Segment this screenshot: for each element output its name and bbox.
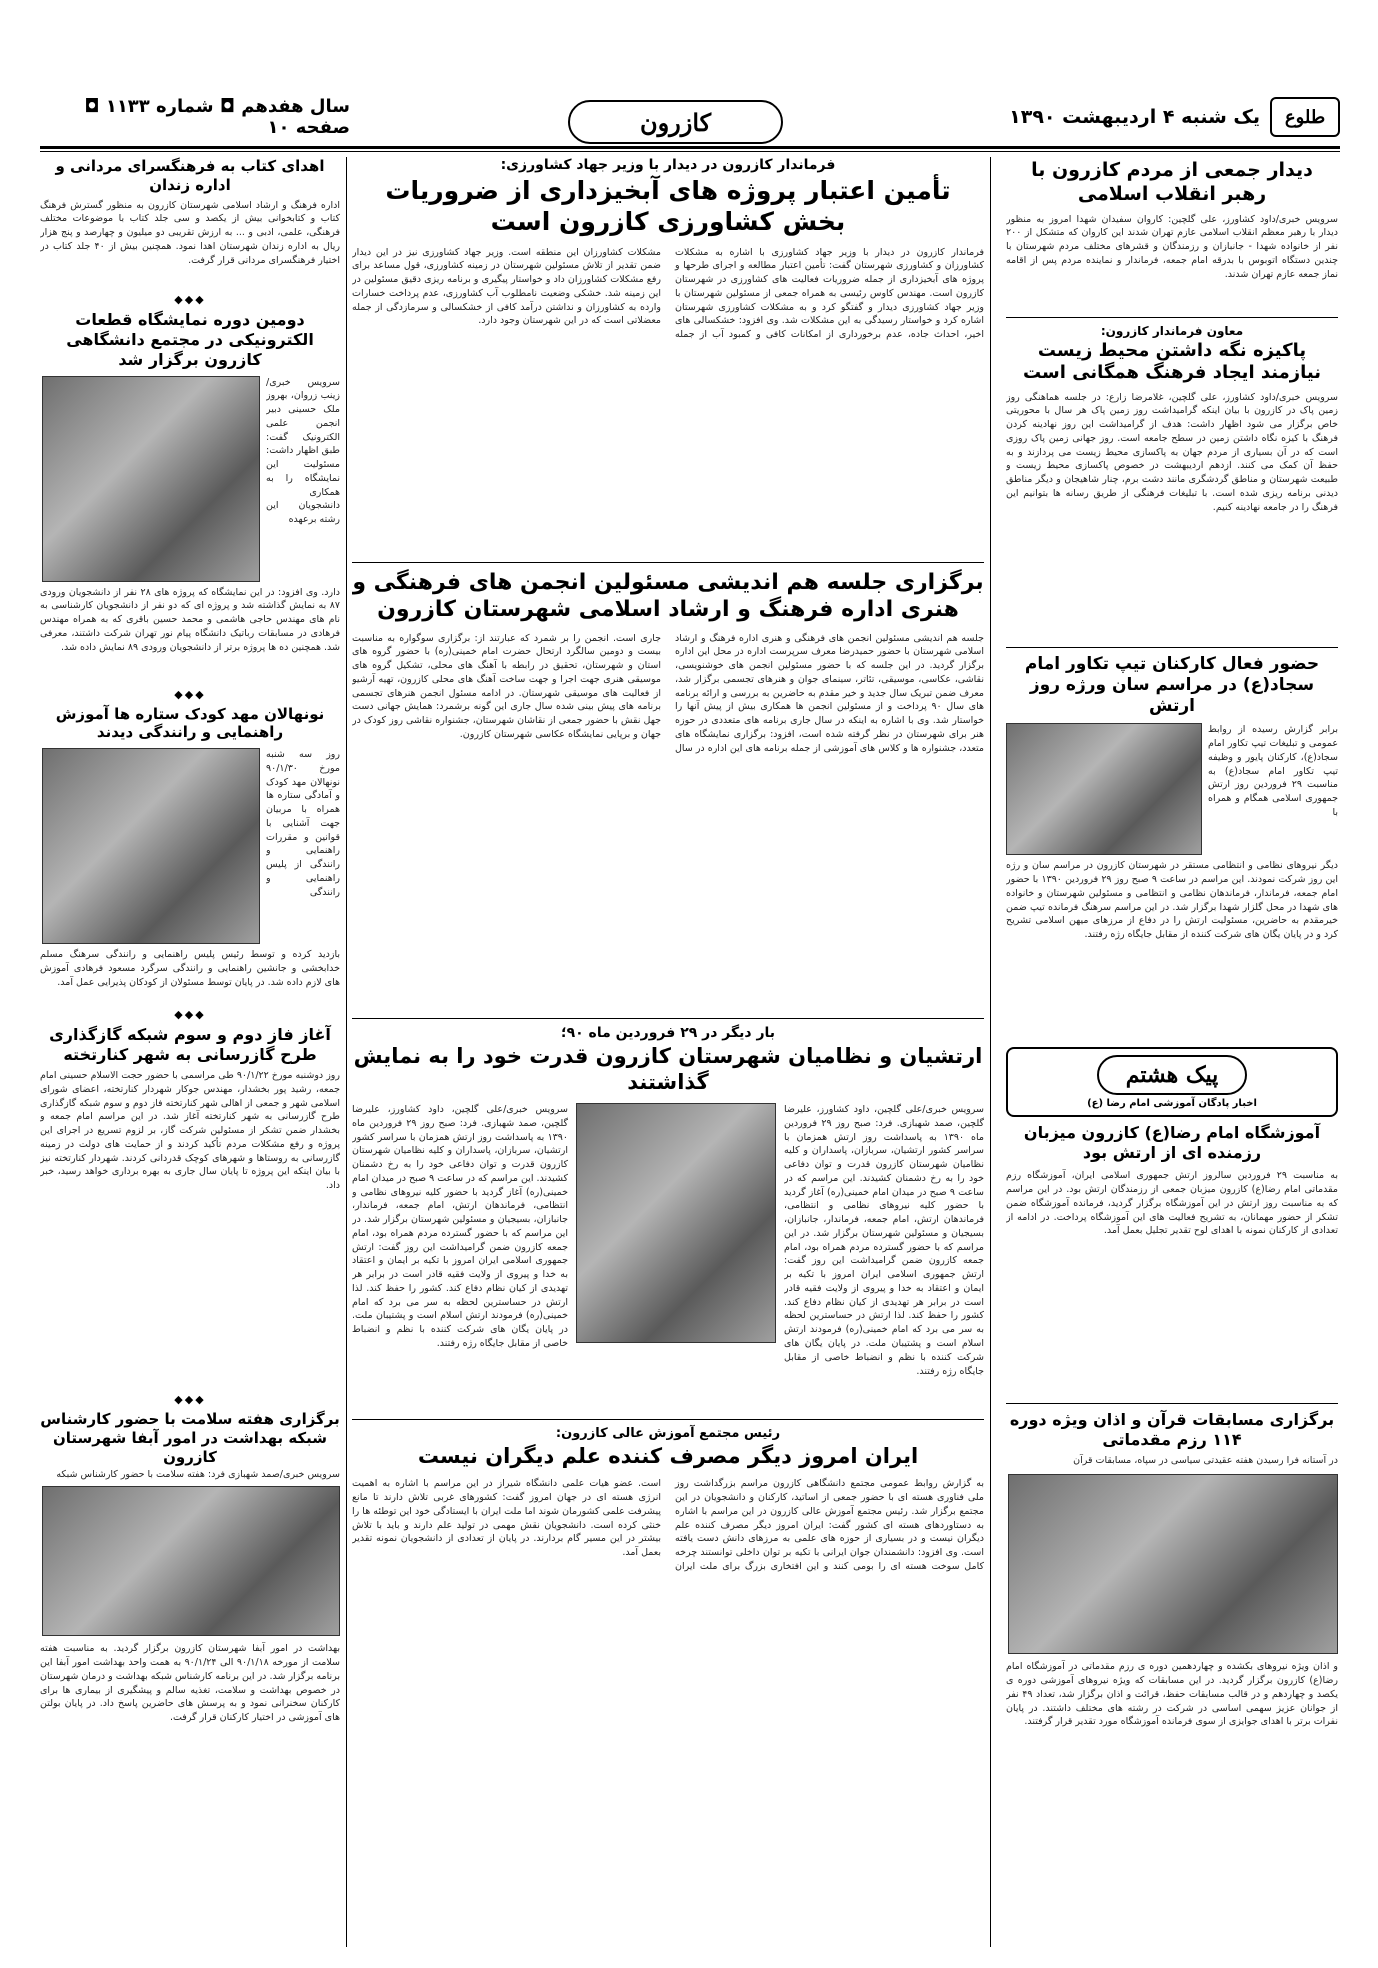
pik-hashtom-title: پیک هشتم	[1097, 1055, 1247, 1095]
article-body: به مناسبت ۲۹ فروردین سالروز ارتش جمهوری اسلامی ایران، آموزشگاه رزم مقدماتی امام رضا(ع) کازرون میزبان جمعی از رزمندگان ارتش بود. در این مراسم که به مناسبت روز ارتش در این آموزشگاه برگزار گردید، فرمانده آموزشگاه ضمن تشکر از حضور مهمانان، به تشریح فعالیت های این آموزشگاه پرداخت. در ادامه از تعدادی از کارکنان نمونه با اهدای لوح تقدیر تجلیل بعمل آمد.	[1006, 1170, 1338, 1237]
right-column	[1006, 157, 1338, 1968]
article-body: به گزارش روابط عمومی مجتمع دانشگاهی کازرون مراسم بزرگداشت روز ملی فناوری هسته ای با حضور جمعی از اساتید، کارکنان و دانشجویان در این مجتمع برگزار شد. رئیس مجتمع آموزش عالی کازرون در این مراسم با اشاره به دستاوردهای هسته ای کشور گفت: ایران امروز دیگر مصرف کننده علم دیگران نیست و در بسیاری از حوزه های علمی به مرزهای دانش دست یافته است. وی افزود: دانشمندان جوان ایرانی با تکیه بر توان داخلی توانستند چرخه کامل سوخت هسته ای را بومی کنند و این افتخاری بزرگ برای ملت ایران است. عضو هیات علمی دانشگاه شیراز در این مراسم با اشاره به اهمیت انرژی هسته ای در جهان امروز گفت: کشورهای غربی تلاش دارند تا مانع پیشرفت علمی کشورمان شوند اما ملت ایران با ایستادگی خود این توطئه ها را خنثی کرده است. دانشجویان نقش مهمی در تولید علم دارند و باید با تلاش بیشتر در این مسیر گام بردارند. در پایان از تعدادی از دانشجویان نمونه تقدیر بعمل آمد.	[352, 1478, 984, 1572]
article-kicker: بار دیگر در ۲۹ فروردین ماه ۹۰؛	[560, 1024, 776, 1041]
quran-competition-photo	[1008, 1474, 1338, 1654]
military-parade-photo	[576, 1103, 776, 1343]
column-divider-right	[990, 157, 991, 1947]
article-title: نونهالان مهد کودک ستاره ها آموزش راهنمایی و رانندگی دیدند	[55, 704, 325, 742]
article-body: سرویس خبری/زینب زروان، بهروز ملک حسینی دبیر انجمن علمی الکترونیک گفت: طبق اظهار داشت: مسئولیت این نمایشگاه را به همکاری دانشجویان این رشته برعهده	[266, 376, 340, 526]
article-media-row	[1006, 723, 1338, 855]
column-divider-left	[346, 157, 347, 1947]
left-column	[40, 157, 340, 1967]
article-body: فرماندار کازرون در دیدار با وزیر جهاد کشاورزی با اشاره به مشکلات کشاورزان و کشاورزی شهرستان گفت: تأمین اعتبار مطالعه و اجرای طرحها و پروژه های آبخیزداری از جمله ضروریات فعالیت های کشاورزی در شهرستان کازرون است. مهندس کاوس رئیسی به همراه جمعی از مسئولین شهرستان با وزیر جهاد کشاورزی دیدار و گفتگو کرد و به مشکلات کشاورزی شهرستان اشاره کرد و خواستار رسیدگی به این مشکلات شد. وی افزود: خشکسالی های اخیر، احداث جاده، عدم برخورداری از امکانات کافی و کمبود آب از جمله مشکلات کشاورزان این منطقه است. وزیر جهاد کشاورزی نیز در این دیدار ضمن تقدیر از تلاش مسئولین شهرستان در زمینه کشاورزی، قول مساعد برای رفع مشکلات کشاورزان داد و خواستار پیگیری و برنامه ریزی دقیق مسئولین در این زمینه شد. خشکی وضعیت نامطلوب آب کشاورزی، عدم پرداخت خسارات وارده به کشاورزان و نداشتن درآمد کافی از خشکسالی و سرمازدگی از جمله معضلاتی است که در این شهرستان وجود دارد.	[352, 246, 984, 341]
middle-column	[352, 157, 984, 1967]
article-title: اهدای کتاب به فرهنگسرای مردانی و اداره زندان	[55, 157, 325, 194]
article-body: سرویس خبری/علی گلچین، داود کشاورز، علیرضا گلچین، صمد شهبازی. فرد: صبح روز ۲۹ فروردین ماه ۱۳۹۰ به پاسداشت روز ارتش همزمان با سراسر کشور ارتشیان، سربازان، پاسداران و کلیه نظامیان شهرستان کازرون قدرت و توان دفاعی خود را به رخ دشمنان کشیدند. این مراسم که در ساعت ۹ صبح در میدان امام خمینی(ره) آغاز گردید با حضور کلیه نیروهای نظامی و انتظامی، فرماندهان ارتش، امام جمعه، فرماندار، جانبازان، بسیجیان و مسئولین شهرستان برگزار شد. در این مراسم که با حضور گسترده مردم همراه بود، امام جمعه کازرون ضمن گرامیداشت این روز گفت: ارتش جمهوری اسلامی ایران امروز با تکیه بر ایمان و اعتقاد به خدا و پیروی از ولایت فقیه قادر است در برابر هر تهدیدی از کیان نظام دفاع کند. کشور را حفظ کند. لذا ارتش در حساسترین لحظه به سر می برد که امام خمینی(ره) فرمودند ارتش اسلام است و پشتیبان ملت. در پایان یگان های شرکت کننده با نظم و انضباط خاصی از مقابل جایگاه رژه رفتند.	[784, 1104, 984, 1377]
header-rule-thin	[40, 151, 1340, 152]
separator: ◆◆◆	[174, 1393, 206, 1406]
article-body: سرویس خبری/داود کشاورز، علی گلچین، غلامرضا زارع: در جلسه هماهنگی روز زمین پاک در کازرون با بیان اینکه گرامیداشت روز زمین پاک هر سال با محوریتی خاص برگزار می شود اظهار داشت: هدف از گرامیداشت این روز نهادینه کردن فرهنگ با کیزه نگاه داشتن زمین در سطح جامعه است. روز جهانی زمین پاک روزی است که در آن بسیاری از مردم جهان به پاکسازی محیط زیست می پردازند و به حفظ آن کمک می کنند. ازدهم اردیبهشت در خصوص پاکسازی محیط زیست و طبیعت شهرستان و مناطق گردشگری مانند دشت برم، چنار شاهیجان و دیگر مناطق دیدنی برنامه ریزی شده است. با تبلیغات فرهنگی از طریق رسانه ها بتوانیم این فرهنگ را در جامعه نهادینه کنیم.	[1006, 391, 1338, 513]
article-body: جلسه هم اندیشی مسئولین انجمن های فرهنگی و هنری اداره فرهنگ و ارشاد اسلامی شهرستان با حضور حمیدرضا معرف سرپرست اداره در محل این اداره برگزار گردید. در این جلسه که با حضور مسئولین انجمن های خوشنویسی، نقاشی، عکاسی، موسیقی، تئاتر، سینمای جوان و هنرهای تجسمی برگزار شد، معرف ضمن تبریک سال جدید و خیر مقدم به حاضرین به بررسی و ارائه برنامه های سال ۹۰ پرداخت و از مسئولین انجمن ها همکاری بیش از پیش آنها را خواستار شد. وی با اشاره به اینکه در سال جاری برنامه های متعددی در حوزه هنر برای شهرستان در نظر گرفته شده است، افزود: برگزاری نمایشگاه های متعدد، جشنواره ها و کلاس های آموزشی از جمله برنامه های این اداره در سال جاری است. انجمن را بر شمرد که عبارتند از: برگزاری سوگواره به مناسبت بیست و دومین سالگرد ارتحال حضرت امام خمینی(ره) با حضور گروه های استان و شهرستان، تحقیق در رابطه با آهنگ های محلی، تشکیل گروه های موسیقی هنری جهت اجرا و جهت ساخت آهنگ های محلی کازرون، تهیه آرشیو از فعالیت های موسیقی شهرستان. در ادامه مسئول انجمن هنرهای تجسمی برنامه های پیش بینی شده سال جاری این گونه برشمرد: همایش جهانی دست جهل نقش با حضور جمعی از نقاشان شهرستان، جشنواره نقاشی روز کودک در جهان و برپایی نمایشگاه عکاسی شهرستان کازرون.	[352, 632, 984, 754]
article-media-row	[40, 748, 340, 944]
army-parade-photo	[1006, 723, 1202, 855]
article-title: آغاز فاز دوم و سوم شبکه گازگذاری طرح گازرسانی به شهر کنارتخته	[49, 1025, 331, 1064]
article-kicker: رئیس مجتمع آموزش عالی کازرون:	[555, 1426, 781, 1441]
pik-hashtom-box	[1006, 1047, 1338, 1117]
article-title: دومین دوره نمایشگاه قطعات الکترونیکی در مجتمع دانشگاهی کازرون برگزار شد	[66, 309, 314, 369]
divider	[352, 562, 984, 563]
article-title: ایران امروز دیگر مصرف کننده علم دیگران نیست	[417, 1444, 919, 1468]
article-body: در آستانه فرا رسیدن هفته عقیدتی سیاسی در سپاه، مسابقات قرآن	[1073, 1455, 1338, 1467]
article-body: برابر گزارش رسیده از روابط عمومی و تبلیغات تیپ تکاور امام سجاد(ع)، کارکنان پایور و وظیفه تیپ تکاور امام سجاد(ع) به مناسبت ۲۹ فروردین روز ارتش جمهوری اسلامی همگام و همراه با	[1208, 724, 1338, 818]
article-title: برگزاری جلسه هم اندیشی مسئولین انجمن های فرهنگی و هنری اداره فرهنگ و ارشاد اسلامی شهرستان کازرون	[352, 569, 984, 622]
separator: ◆◆◆	[174, 687, 206, 701]
separator: ◆◆◆	[174, 292, 206, 306]
article-title: ارتشیان و نظامیان شهرستان کازرون قدرت خود را به نمایش گذاشتند	[353, 1043, 983, 1094]
article-body: سرویس خبری/صمد شهبازی فرد: هفته سلامت با حضور کارشناس شبکه	[56, 1469, 340, 1481]
masthead-issue-block	[40, 95, 350, 139]
health-week-photo	[42, 1486, 340, 1636]
article-title: دیدار جمعی از مردم کازرون با رهبر انقلاب اسلامی	[1031, 159, 1313, 205]
article-title: برگزاری مسابقات قرآن و اذان ویژه دوره ۱۱۴ رزم مقدماتی	[1009, 1410, 1335, 1450]
article-body: دارد. وی افزود: در این نمایشگاه که پروژه های ۲۸ نفر از دانشجویان ورودی ۸۷ به نمایش گذاشته شد و پروژه ای که دو نفر از دانشجویان کارشناسی به نام های مهندس حاجی هاشمی و محمد حسین باقری که به همراه مهندس فرهادی در مسابقات رباتیک دانشگاه پیام نور تهران شرکت داشتند، معرفی شد. همچنین ده ها پروژه برتر از دانشجویان ورودی ۸۹ نمایش داده شد.	[40, 586, 340, 653]
article-media-row	[352, 1103, 984, 1413]
divider	[1006, 647, 1338, 648]
separator: ◆◆◆	[174, 1008, 206, 1021]
masthead-date-block	[830, 95, 1340, 139]
issue-date: یک شنبه ۴ اردیبهشت ۱۳۹۰	[1009, 106, 1260, 128]
electronics-exhibition-photo	[42, 376, 260, 582]
kindergarten-police-photo	[42, 748, 260, 944]
header-rule	[40, 146, 1340, 149]
article-kicker: معاون فرماندار کازرون:	[1100, 323, 1244, 338]
newspaper-logo: طلوع	[1270, 97, 1340, 137]
article-title: حضور فعال کارکنان تیپ تکاور امام سجاد(ع) در مراسم سان ورژه روز ارتش	[1024, 653, 1320, 716]
article-title: پاکیزه نگه داشتن محیط زیست نیازمند ایجاد فرهنگ همگانی است	[1023, 339, 1321, 383]
article-title: آموزشگاه امام رضا(ع) کازرون میزبان رزمنده ای از ارتش بود	[1023, 1123, 1321, 1163]
article-body: روز سه شنبه مورخ ۹۰/۱/۳۰ نونهالان مهد کودک و آمادگی ستاره ها همراه با مربیان جهت آشنایی با قوانین و مقررات راهنمایی و رانندگی از پلیس راهنمایی و رانندگی	[266, 749, 340, 898]
section-title: کازرون	[568, 100, 783, 144]
article-body-continued: سرویس خبری/علی گلچین، داود کشاورز، علیرضا گلچین، صمد شهبازی. فرد: صبح روز ۲۹ فروردین ماه ۱۳۹۰ به پاسداشت روز ارتش همزمان با سراسر کشور ارتشیان، سربازان، پاسداران و کلیه نظامیان شهرستان کازرون قدرت و توان دفاعی خود را به رخ دشمنان کشیدند. این مراسم که در ساعت ۹ صبح در میدان امام خمینی(ره) آغاز گردید با حضور کلیه نیروهای نظامی و انتظامی، فرماندهان ارتش، امام جمعه، فرماندار، جانبازان، بسیجیان و مسئولین شهرستان برگزار شد. در این مراسم که با حضور گسترده مردم همراه بود، امام جمعه کازرون ضمن گرامیداشت این روز گفت: ارتش جمهوری اسلامی ایران امروز با تکیه بر ایمان و اعتقاد به خدا و پیروی از ولایت فقیه قادر است در برابر هر تهدیدی از کیان نظام دفاع کند. کشور را حفظ کند. لذا ارتش در حساسترین لحظه به سر می برد که امام خمینی(ره) فرمودند ارتش اسلام است و پشتیبان ملت. در پایان یگان های شرکت کننده با نظم و انضباط خاصی از مقابل جایگاه رژه رفتند.	[352, 1104, 568, 1350]
pik-hashtom-subtitle: اخبار پادگان آموزشی امام رضا (ع)	[1087, 1098, 1257, 1110]
article-body: بازدید کرده و توسط رئیس پلیس راهنمایی و رانندگی سرهنگ مسلم خدابخشی و جانشین راهنمایی و رانندگی سرگرد مسعود فرهادی آموزش های لازم داده شد. در پایان توسط مسئولان از کودکان پذیرایی عمل آمد.	[40, 949, 340, 988]
article-media-row	[40, 376, 340, 582]
article-kicker: فرماندار کازرون در دیدار با وزیر جهاد کشاورزی:	[500, 157, 836, 173]
article-body: اداره فرهنگ و ارشاد اسلامی شهرستان کازرون به منظور گسترش فرهنگ کتاب و کتابخوانی بیش از یکصد و سی جلد کتاب با موضوعات مختلف فرهنگی، علمی، ادبی و ... به ارزش تقریبی دو میلیون و چهارصد و پنج هزار ریال به اداره زندان شهرستان اهدا نمود. همچنین بیش از ۴۰ جلد کتاب در اختیار فرهنگسرای مردانی قرار گرفت.	[40, 199, 340, 266]
article-body: سرویس خبری/داود کشاورز، علی گلچین: کاروان سفیدان شهدا امروز به منظور دیدار با رهبر معظم انقلاب اسلامی عازم تهران شدند این کاروان که متشکل از ۲۰۰ نفر از خانواده شهدا - جانبازان و رزمندگان و قشرهای مختلف مردم شهرستان با چندین دستگاه اتوبوس با بدرقه امام جمعه، فرماندار و نماینده مردم پس از اقامه نماز جمعه عازم تهران شدند.	[1006, 213, 1338, 280]
issue-number: سال هفدهم ◘ شماره ۱۱۳۳ ◘ صفحه ۱۰	[84, 96, 350, 138]
article-body: بهداشت در امور آبفا شهرستان کازرون برگزار گردید. به مناسبت هفته سلامت از مورخه ۹۰/۱/۱۸ الی ۹۰/۱/۲۴ به همت واحد بهداشت امور آبفا این برنامه برگزار شد. در این برنامه کارشناس شبکه بهداشت و درمان شهرستان در خصوص بهداشت و سلامت، تغذیه سالم و پیشگیری از بیماری ها برای کارکنان سخنرانی نمود و به پرسش های حاضرین پاسخ داد. در پایان بولتن های آموزشی در اختیار کارکنان قرار گرفت.	[40, 1643, 340, 1724]
article-body: دیگر نیروهای نظامی و انتظامی مستقر در شهرستان کازرون در مراسم سان و رژه این روز شرکت نمودند. این مراسم در ساعت ۹ صبح روز ۲۹ فروردین ۱۳۹۰ با حضور امام جمعه، فرماندار، فرماندهان نظامی و انتظامی و مسئولین شهرستان و خانواده های شهدا در محل گلزار شهدا برگزار شد. در این مراسم سرهنگ فرمانده تیپ ضمن خیرمقدم به حاضرین، مسئولیت ارتش را در دفاع از مرزهای میهن اسلامی تشریح کرد و در پایان یگان های شرکت کننده از مقابل جایگاه رژه رفتند.	[1006, 860, 1338, 941]
article-title: برگزاری هفته سلامت با حضور کارشناس شبکه بهداشت در امور آبفا شهرستان کازرون	[40, 1410, 340, 1466]
divider	[352, 1419, 984, 1420]
divider	[352, 1018, 984, 1019]
divider	[1006, 317, 1338, 318]
divider	[1006, 1403, 1338, 1404]
article-body: و اذان ویژه نیروهای بکشده و چهاردهمین دوره ی رزم مقدماتی در آموزشگاه امام رضا(ع) کازرون برگزار گردید. در این مسابقات که ویژه نیروهای آموزشی دوره ی یکصد و چهاردهم و در قالب مسابقات حفظ، قرائت و اذان برگزار شد، تعداد ۴۹ نفر از جوانان عزیز سهمی اساسی در شرکت در رشته های مختلف داشتند. در پایان نفرات برتر با اهدای جوایزی از سوی فرمانده آموزشگاه مورد تقدیر قرار گرفتند.	[1006, 1661, 1338, 1728]
lead-article-title: تأمین اعتبار پروژه های آبخیزداری از ضروریات بخش کشاورزی کازرون است	[385, 176, 951, 237]
article-body: روز دوشنبه مورخ ۹۰/۱/۲۲ طی مراسمی با حضور حجت الاسلام حسینی امام جمعه، رشید پور بخشدار، مهندس جوکار شهردار کنارتخته، اعضای شورای اسلامی شهر و جمعی از اهالی شهر کنارتخته فاز دوم و سوم شبکه گازگذاری طرح گازرسانی به شهر کنارتخته آغاز شد. در این مراسم امام جمعه و بخشدار ضمن تشکر از مسئولین شرکت گاز، بر لزوم تسریع در اجرای این پروژه و رفع مشکلات مردم تأکید کردند و از حمایت های دولت در زمینه گازرسانی به روستاها و شهرهای کوچک قدردانی کردند. شهردار کنارتخته نیز با بیان اینکه این پروژه تا پایان سال جاری به بهره برداری خواهد رسید، خبر داد.	[40, 1070, 340, 1192]
